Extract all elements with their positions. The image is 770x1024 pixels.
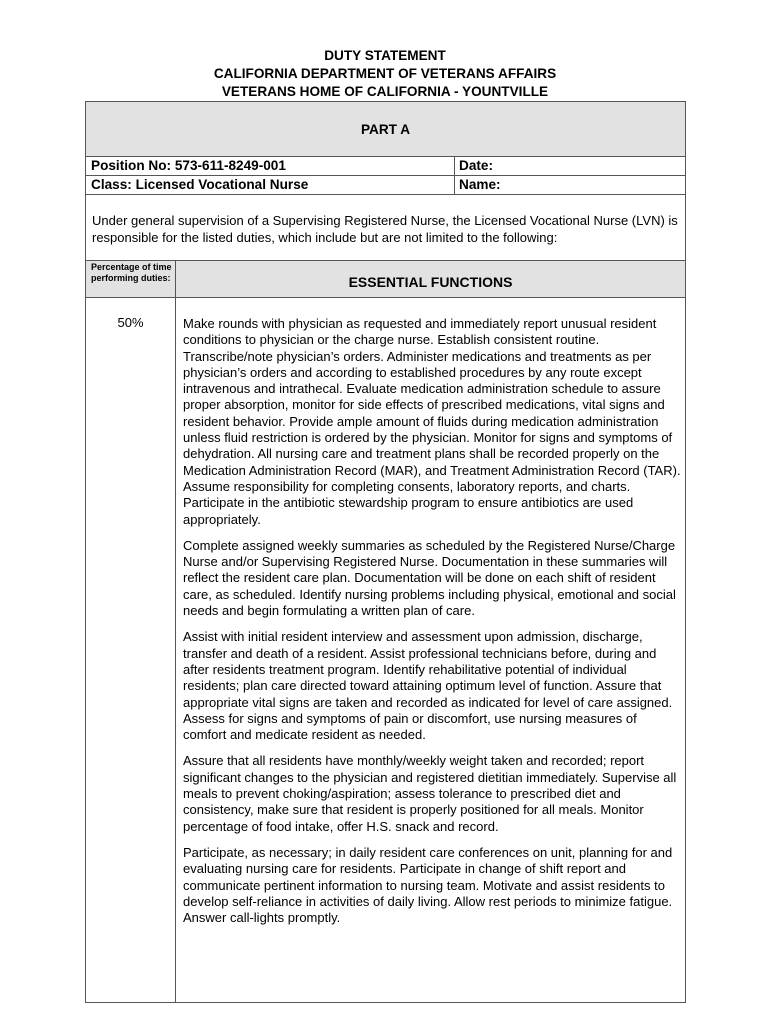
position-number: Position No: 573-611-8249-001 (86, 157, 454, 176)
document-header (0, 47, 770, 101)
intro-text: Under general supervision of a Supervising Registered Nurse, the Licensed Vocational Nurse (LVN) is responsible for the listed duties, which include but are not limited to the following: (85, 195, 686, 261)
essential-functions-row (85, 298, 686, 1003)
duty-paragraph: Assist with initial resident interview and assessment upon admission, discharge, transfer and death of a resident. Assist professional technicians before, during and after residents treatment program. Identify rehabilitative potential of individual residents; plan care directed toward attaining optimum level of function. Assure that appropriate vital signs are taken and recorded as indicated for level of care assigned. Assess for signs and symptoms of pain or discomfort, use nursing measures of comfort and medicate resident as needed. (183, 629, 673, 743)
position-info-row (85, 157, 686, 195)
date-field-label: Date: (454, 157, 685, 176)
header-facility: VETERANS HOME OF CALIFORNIA - YOUNTVILLE (221, 84, 549, 99)
date-name-cell (454, 157, 685, 194)
duties-list (183, 316, 683, 936)
duty-paragraph: Complete assigned weekly summaries as scheduled by the Registered Nurse/Charge Nurse and/or Supervising Registered Nurse. Documentation in these summaries will reflect the resident care plan. Documentation will be done on each shift of resident care, as scheduled. Identify nursing problems including physical, emotional and social needs and begin formulating a written plan of care. (183, 537, 676, 619)
position-cell (86, 157, 455, 194)
position-class: Class: Licensed Vocational Nurse (91, 177, 309, 192)
header-title: DUTY STATEMENT (324, 48, 446, 63)
duty-paragraph: Make rounds with physician as requested and immediately report unusual resident conditions to physician or the charge nurse. Establish consistent routine. Transcribe/note physician’s orders. Administer medications and treatments as per physician’s orders and according to established procedures by any route except intravenous and intrathecal. Evaluate medication administration schedule to assure proper absorption, monitor for side effects of prescribed medications, vital signs and resident behavior. Provide ample amount of fluids during medication administration unless fluid restriction is ordered by the physician. Monitor for signs and symptoms of dehydration. All nursing care and treatment plans shall be recorded properly on the Medication Administration Record (MAR), and Treatment Administration Record (TAR). Assume responsibility for completing consents, laboratory reports, and charts. Participate in the antibiotic stewardship program to ensure antibiotics are used appropriately. (183, 316, 681, 527)
percentage-cell (86, 298, 176, 1002)
essential-functions-header (85, 261, 686, 298)
duty-paragraph: Assure that all residents have monthly/weekly weight taken and recorded; report significant changes to the physician and registered dietitian immediately. Supervise all meals to prevent choking/aspiration; assess tolerance to prescribed diet and consistency, make sure that resident is properly positioned for all meals. Monitor percentage of food intake, offer H.S. snack and record. (183, 753, 677, 834)
percentage-value: 50% (117, 315, 144, 330)
header-department: CALIFORNIA DEPARTMENT OF VETERANS AFFAIRS (213, 66, 557, 81)
part-a-heading: PART A (85, 101, 686, 157)
essential-functions-title: ESSENTIAL FUNCTIONS (348, 274, 513, 290)
name-field-label: Name: (459, 177, 501, 192)
duty-paragraph: Participate, as necessary; in daily resident care conferences on unit, planning for and evaluating nursing care for residents. Participate in change of shift report and communicate pertinent information to nursing team. Motivate and assist residents to develop self-reliance in activities of daily living. Allow rest periods to minimize fatigue. Answer call-lights promptly. (183, 844, 673, 926)
percentage-column-label: Percentage of time performing duties: (86, 261, 176, 297)
